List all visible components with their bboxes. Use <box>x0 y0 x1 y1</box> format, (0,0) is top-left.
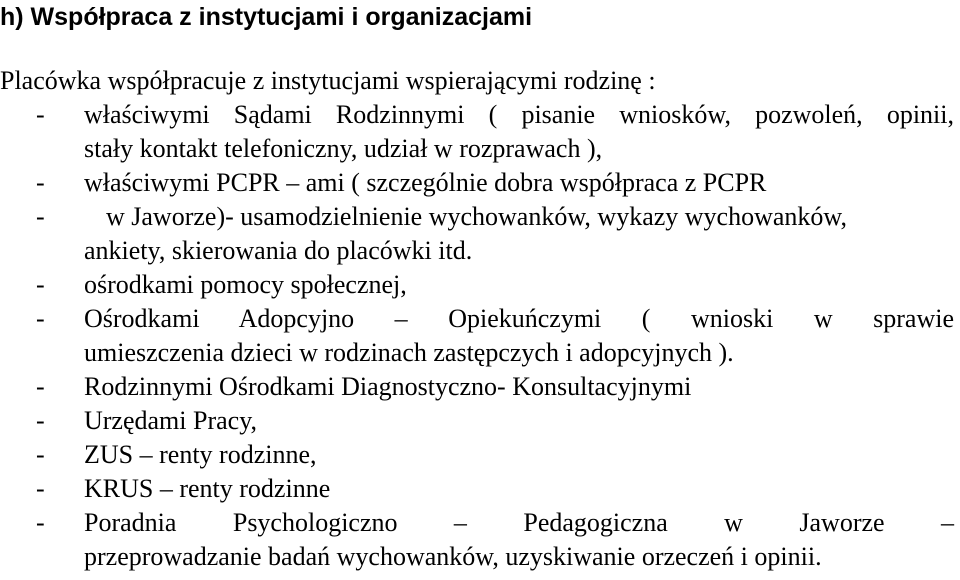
list-item-text: Ośrodkami Adopcyjno – Opiekuńczymi ( wnioski w sprawie <box>84 304 954 333</box>
list-item-text: w Jaworze)- usamodzielnienie wychowanków, wykazy wychowanków, <box>106 202 847 231</box>
list-dash: - <box>36 202 45 231</box>
list-dash: - <box>36 474 45 503</box>
list-dash: - <box>36 168 45 197</box>
intro-line: Placówka współpracuje z instytucjami wspierającymi rodzinę : <box>0 66 656 95</box>
list-dash: - <box>36 406 45 435</box>
list-item-text: stały kontakt telefoniczny, udział w rozprawach ), <box>84 134 603 163</box>
list-item-text: ankiety, skierowania do placówki itd. <box>84 236 473 265</box>
list-dash: - <box>36 372 45 401</box>
list-item-text: przeprowadzanie badań wychowanków, uzyskiwanie orzeczeń i opinii. <box>84 542 822 571</box>
section-heading: h) Współpraca z instytucjami i organizacjami <box>0 3 533 31</box>
list-dash: - <box>36 270 45 299</box>
list-item-text: ośrodkami pomocy społecznej, <box>84 270 407 299</box>
list-item-text: ZUS – renty rodzinne, <box>84 440 317 469</box>
list-item-text: Urzędami Pracy, <box>84 406 258 435</box>
list-dash: - <box>36 100 45 129</box>
list-dash: - <box>36 440 45 469</box>
list-dash: - <box>36 304 45 333</box>
list-item-text: Rodzinnymi Ośrodkami Diagnostyczno- Konsultacyjnymi <box>84 372 692 401</box>
list-dash: - <box>36 508 45 537</box>
list-item-text: właściwymi Sądami Rodzinnymi ( pisanie wniosków, pozwoleń, opinii, <box>84 100 954 129</box>
list-item-text: właściwymi PCPR – ami ( szczególnie dobra współpraca z PCPR <box>84 168 767 197</box>
list-item-text: Poradnia Psychologiczno – Pedagogiczna w Jaworze – <box>84 508 954 537</box>
list-item-text: KRUS – renty rodzinne <box>84 474 331 503</box>
list-item-text: umieszczenia dzieci w rodzinach zastępczych i adopcyjnych ). <box>84 338 734 367</box>
